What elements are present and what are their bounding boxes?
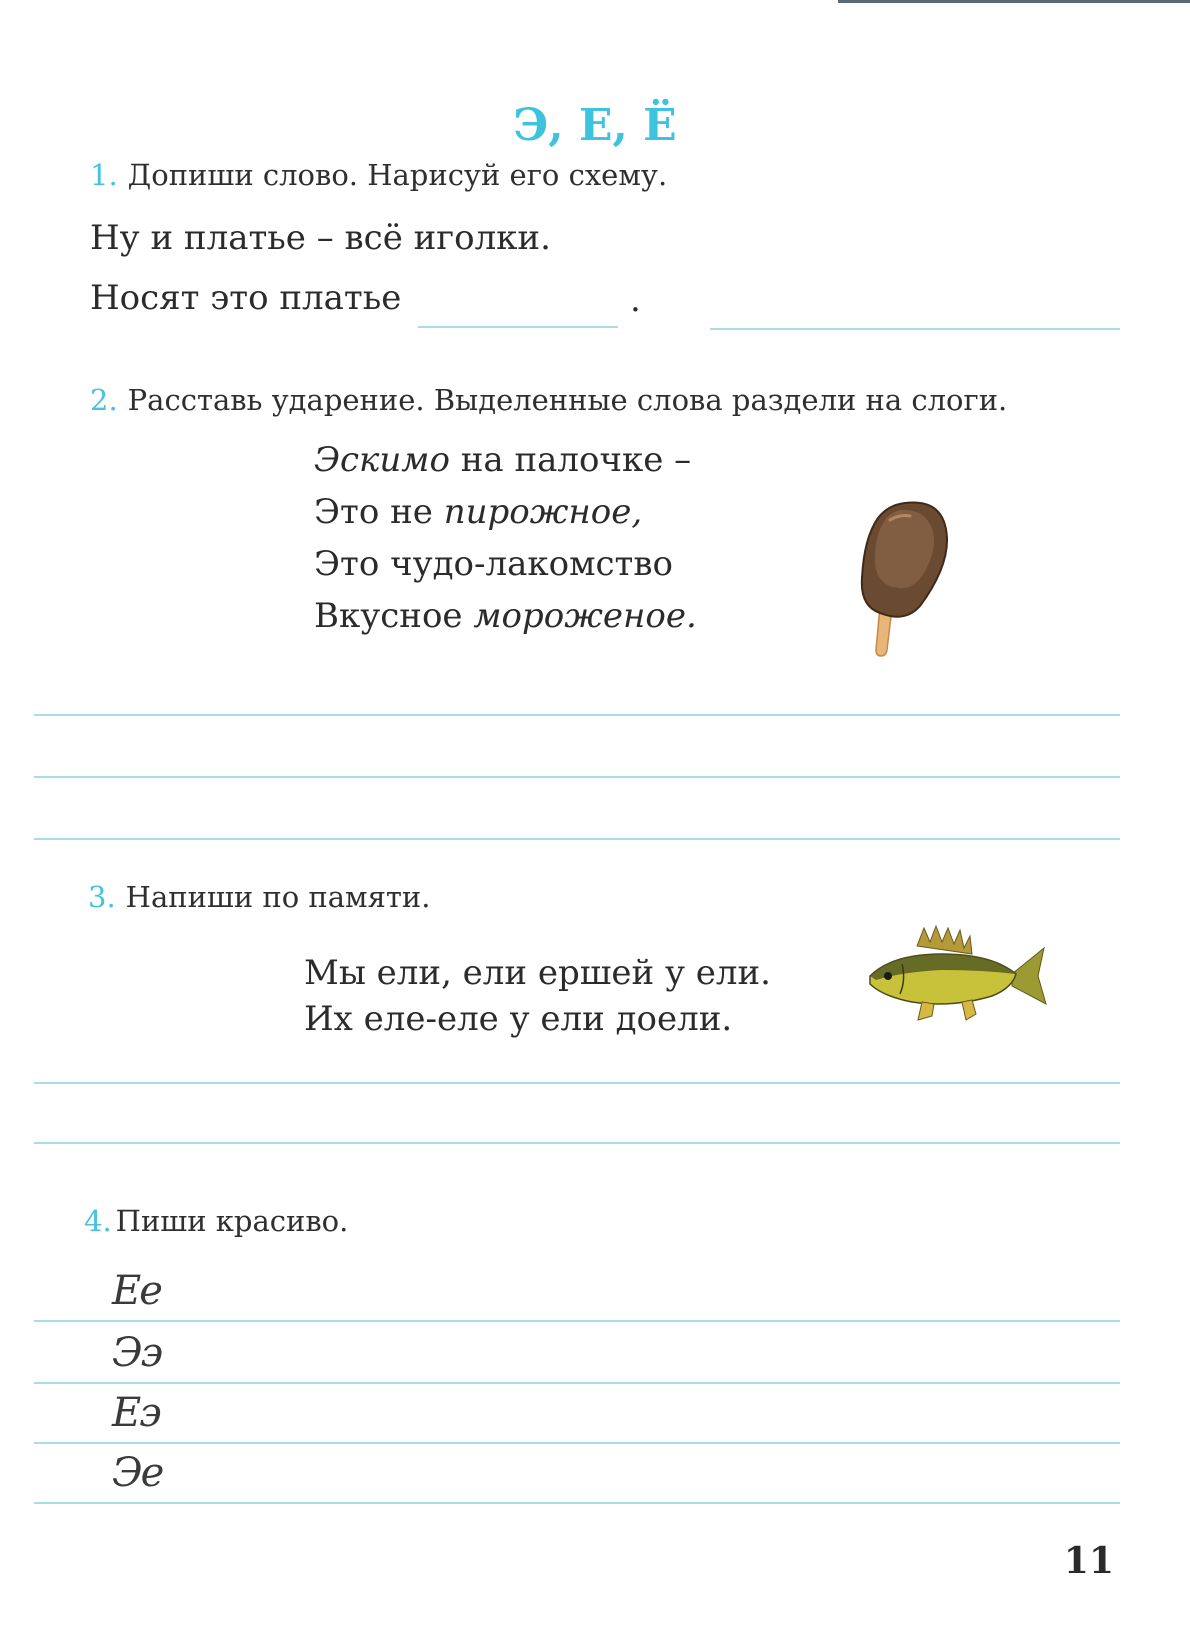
task-3-number: 3. — [88, 880, 116, 914]
highlighted-word: мороженое. — [473, 596, 697, 636]
task-4-number: 4. — [84, 1204, 112, 1238]
poem-text: Вкусное — [314, 596, 474, 636]
page-edge-strip — [838, 0, 1190, 3]
writing-line[interactable] — [34, 1502, 1120, 1504]
highlighted-word: Эскимо — [314, 440, 450, 480]
task-1-instruction: Допиши слово. Нарисуй его схему. — [127, 158, 668, 192]
task-4-instruction: Пиши красиво. — [115, 1204, 349, 1238]
writing-line[interactable] — [34, 1320, 1120, 1322]
task-1-number: 1. — [90, 158, 118, 192]
task-2-poem — [314, 434, 697, 642]
task-2-instruction: Расставь ударение. Выделенные слова раздели на слоги. — [127, 383, 1008, 417]
task-2-number: 2. — [90, 383, 118, 417]
task-3-text — [304, 950, 771, 1042]
highlighted-word: пирожное, — [443, 492, 643, 532]
memory-line: Их еле-еле у ели доели. — [304, 999, 733, 1039]
cursive-sample: Ээ — [112, 1330, 162, 1376]
fish-icon — [862, 924, 1052, 1034]
poem-text: на палочке – — [449, 440, 692, 480]
answer-blank-scheme[interactable] — [710, 328, 1120, 330]
poem-line — [314, 590, 697, 642]
task-1-line-1: Ну и платье – всё иголки. — [90, 218, 551, 258]
ice-cream-icon — [850, 498, 960, 658]
task-1-dot: . — [630, 280, 641, 320]
memory-line: Мы ели, ели ершей у ели. — [304, 953, 771, 993]
poem-line — [314, 538, 697, 590]
answer-blank-word[interactable] — [418, 326, 618, 328]
page-title: Э, Е, Ё — [513, 100, 677, 151]
poem-text: Это чудо-лакомство — [314, 544, 673, 584]
writing-line[interactable] — [34, 714, 1120, 716]
task-3-instruction: Напиши по памяти. — [125, 880, 431, 914]
writing-line[interactable] — [34, 1082, 1120, 1084]
cursive-sample: Ее — [112, 1268, 161, 1314]
task-3-heading — [88, 880, 430, 914]
task-4-heading — [84, 1204, 348, 1238]
task-1-line-2: Носят это платье — [90, 278, 402, 318]
cursive-sample: Эе — [112, 1450, 163, 1496]
cursive-sample: Еэ — [112, 1390, 160, 1436]
writing-line[interactable] — [34, 838, 1120, 840]
poem-line — [314, 486, 697, 538]
task-2-heading — [90, 383, 1007, 417]
page-number: 11 — [1063, 1540, 1114, 1582]
writing-line[interactable] — [34, 1382, 1120, 1384]
poem-line — [314, 434, 697, 486]
writing-line[interactable] — [34, 1442, 1120, 1444]
task-1-heading — [90, 158, 667, 192]
poem-text: Это не — [314, 492, 444, 532]
writing-line[interactable] — [34, 1142, 1120, 1144]
writing-line[interactable] — [34, 776, 1120, 778]
